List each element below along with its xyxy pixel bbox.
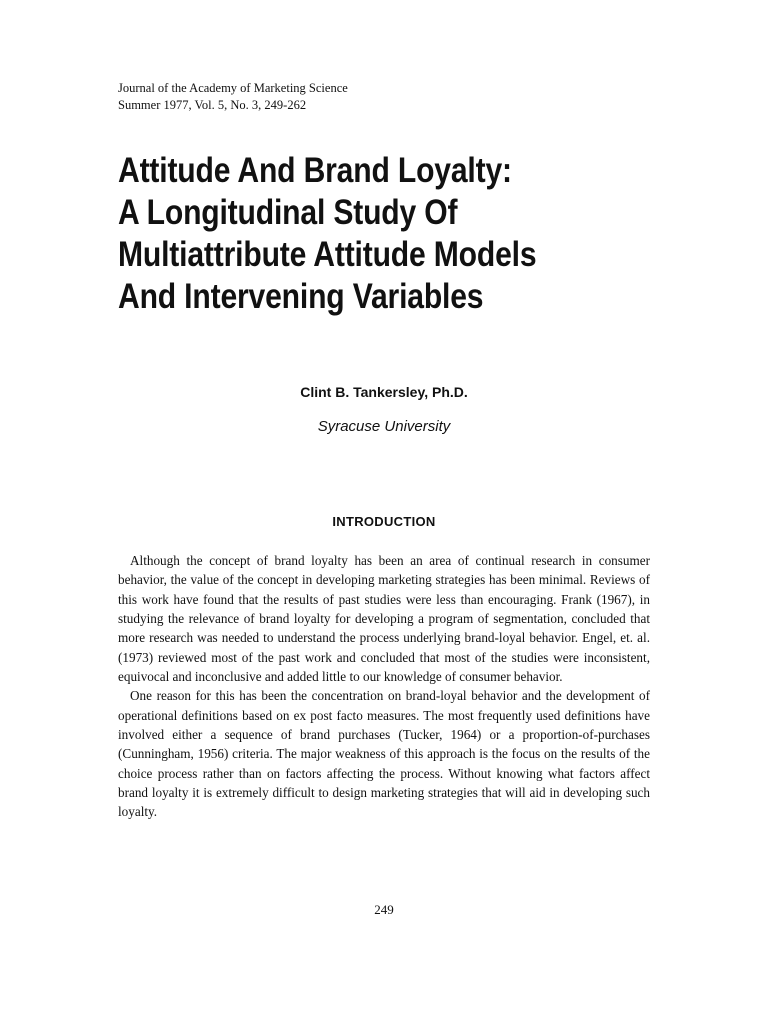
paragraph: Although the concept of brand loyalty has been an area of continual research in consumer behavior, the value of the concept in developing marketing strategies has been minimal. Reviews of this work have found that the results of past studies were less than encouraging. Frank (1967), in studying the relevance of brand loyalty for developing a program of segmentation, concluded that more research was needed to understand the process underlying brand-loyal behavior. Engel, et. al. (1973) reviewed most of the past work and concluded that most of the studies were inconsistent, equivocal and inconclusive and added little to our knowledge of consumer behavior. — [118, 553, 650, 685]
article-title — [118, 150, 718, 318]
title-line-1: Attitude And Brand Loyalty: — [118, 151, 512, 190]
title-line-3: Multiattribute Attitude Models — [118, 235, 537, 274]
section-heading: INTRODUCTION — [332, 514, 436, 529]
page-number: 249 — [374, 902, 394, 917]
title-line-2: A Longitudinal Study Of — [118, 193, 458, 232]
author-name: Clint B. Tankersley, Ph.D. — [300, 384, 468, 400]
body-text — [118, 551, 650, 822]
journal-name: Journal of the Academy of Marketing Science — [118, 81, 348, 95]
paragraph: One reason for this has been the concentration on brand-loyal behavior and the development of operational definitions based on ex post facto measures. The most frequently used definitions have involved either a sequence of brand purchases (Tucker, 1964) or a proportion-of-purchases (Cunningham, 1956) criteria. The major weakness of this approach is the focus on the results of the choice process rather than on factors affecting the process. Without knowing what factors affect brand loyalty it is extremely difficult to design marketing strategies that will aid in developing such loyalty. — [118, 688, 650, 820]
journal-citation — [118, 80, 518, 114]
author-affiliation: Syracuse University — [317, 418, 451, 435]
journal-issue: Summer 1977, Vol. 5, No. 3, 249-262 — [118, 98, 307, 112]
title-line-4: And Intervening Variables — [118, 277, 484, 316]
